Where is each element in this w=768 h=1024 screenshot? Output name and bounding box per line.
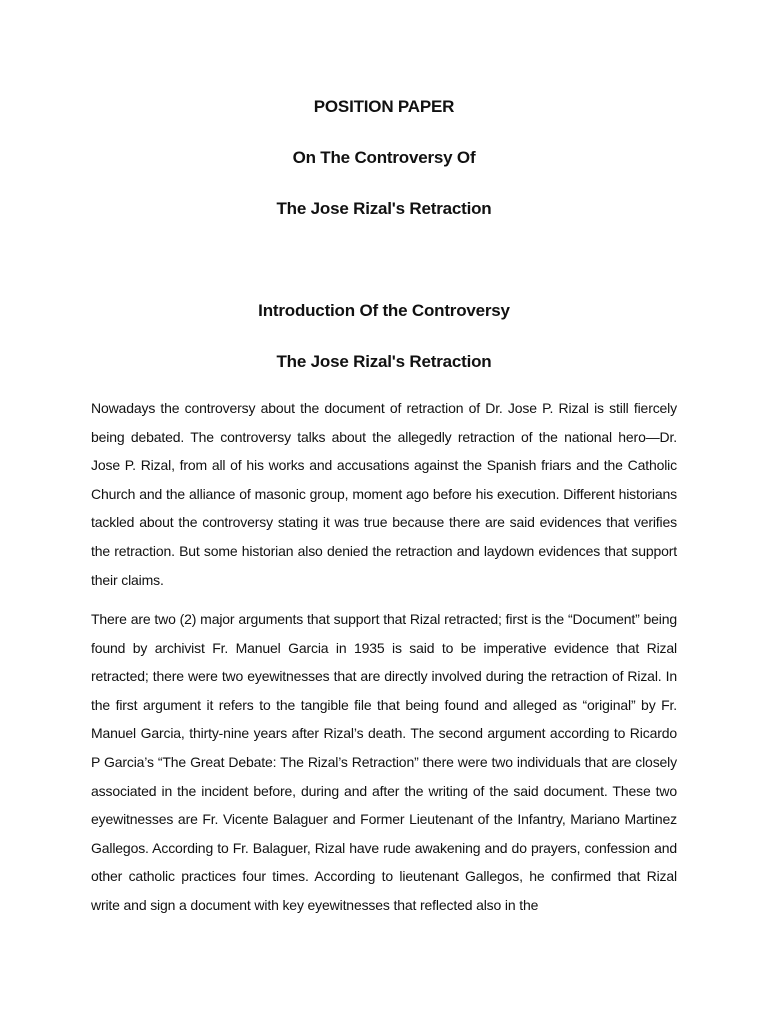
section-heading: Introduction Of the Controversy: [258, 301, 510, 320]
section-subheading: The Jose Rizal's Retraction: [276, 352, 492, 371]
document-title: POSITION PAPER: [313, 97, 455, 116]
document-subtitle-topic: The Jose Rizal's Retraction: [276, 199, 492, 218]
document-subtitle: On The Controversy Of: [292, 148, 476, 167]
paragraph-introduction: Nowadays the controversy about the document of retraction of Dr. Jose P. Rizal is still fiercely being debated. The controversy talks about the allegedly retraction of the national hero—Dr. Jose P. Rizal, from all of his works and accusations against the Spanish friars and the Catholic Church and the alliance of masonic group, moment ago before his execution. Different historians tackled about the controversy stating it was true because there are said evidences that verifies the retraction. But some historian also denied the retraction and laydown evidences that support their claims.: [91, 400, 677, 588]
paragraph-arguments: There are two (2) major arguments that support that Rizal retracted; first is the “Document” being found by archivist Fr. Manuel Garcia in 1935 is said to be imperative evidence that Rizal retracted; there were two eyewitnesses that are directly involved during the retraction of Rizal. In the first argument it refers to the tangible file that being found and alleged as “original” by Fr. Manuel Garcia, thirty-nine years after Rizal’s death. The second argument according to Ricardo P Garcia’s “The Great Debate: The Rizal’s Retraction” there were two individuals that are closely associated in the incident before, during and after the writing of the said document. These two eyewitnesses are Fr. Vicente Balaguer and Former Lieutenant of the Infantry, Mariano Martinez Gallegos. According to Fr. Balaguer, Rizal have rude awakening and do prayers, confession and other catholic practices four times. According to lieutenant Gallegos, he confirmed that Rizal write and sign a document with key eyewitnesses that reflected also in the: [91, 611, 677, 913]
